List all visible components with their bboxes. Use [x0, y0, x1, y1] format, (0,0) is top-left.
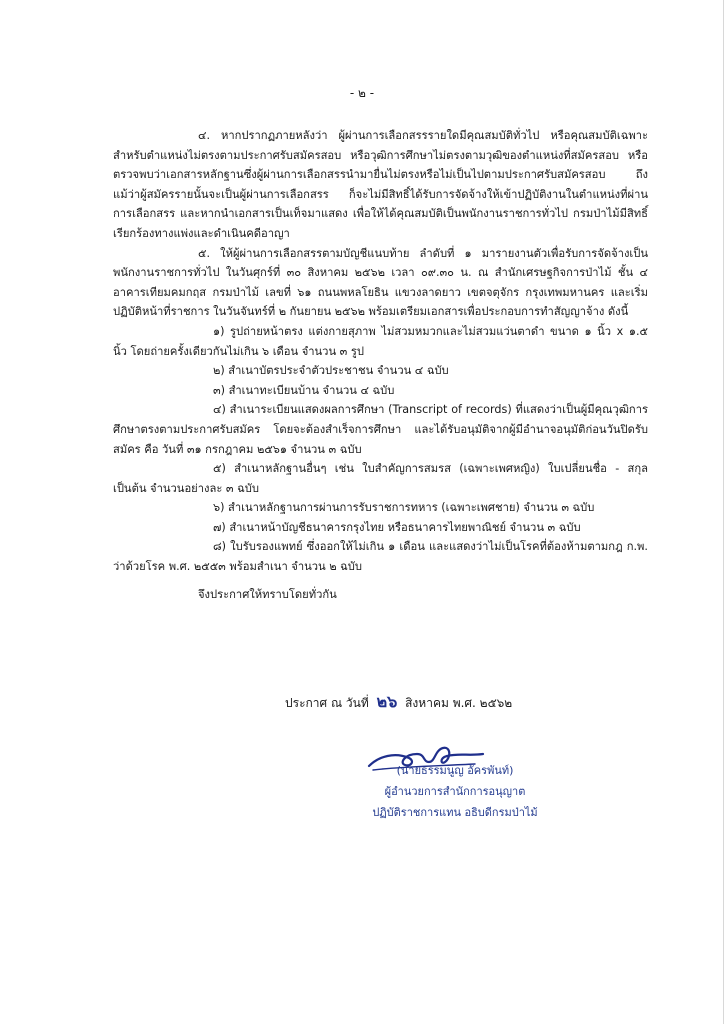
document-item-3: ๓) สำเนาทะเบียนบ้าน จำนวน ๔ ฉบับ: [213, 383, 395, 397]
signatory-position: ผู้อำนวยการสำนักการอนุญาต: [384, 785, 526, 798]
announcement-day: ๒๖: [376, 692, 398, 711]
paragraph-5: ๕. ให้ผู้ผ่านการเลือกสรรตามบัญชีแนบท้าย ลำดับที่ ๑ มารายงานตัวเพื่อรับการจัดจ้างเป็นพนักงานราชการทั่วไป ในวันศุกร์ที่ ๓๐ สิงหาคม ๒๕๖๒ เวลา ๐๙.๓๐ น. ณ สำนักเศรษฐกิจการป่าไม้ ชั้น ๔ อาคารเทียมคมกฤส กรมป่าไม้ เลขที่ ๖๑ ถนนพหลโยธิน แขวงลาดยาว เขตจตุจักร กรุงเทพมหานคร และเริ่มปฏิบัติหน้าที่ราชการ ในวันจันทร์ที่ ๒ กันยายน ๒๕๖๒ พร้อมเตรียมเอกสารเพื่อประกอบการทำสัญญาจ้าง ดังนี้: [113, 246, 648, 319]
document-item-4: ๔) สำเนาระเบียนแสดงผลการศึกษา (Transcript of records) ที่แสดงว่าเป็นผู้มีคุณวุฒิการศึกษาตรงตามประกาศรับสมัคร โดยจะต้องสำเร็จการศึกษา และได้รับอนุมัติจากผู้มีอำนาจอนุมัติก่อนวันปิดรับสมัคร คือ วันที่ ๓๑ กรกฎาคม ๒๕๖๑ จำนวน ๓ ฉบับ: [113, 403, 648, 456]
document-item-2: ๒) สำเนาบัตรประจำตัวประชาชน จำนวน ๔ ฉบับ: [213, 364, 449, 378]
closing-line: จึงประกาศให้ทราบโดยทั่วกัน: [198, 587, 337, 601]
signatory-acting: ปฏิบัติราชการแทน อธิบดีกรมป่าไม้: [372, 806, 538, 819]
signatory-name: (นายธรรมนูญ อัครพันท์): [396, 764, 514, 777]
document-item-1: ๑) รูปถ่ายหน้าตรง แต่งกายสุภาพ ไม่สวมหมวกและไม่สวมแว่นตาดำ ขนาด ๑ นิ้ว x ๑.๕ นิ้ว โดยถ่ายครั้งเดียวกันไม่เกิน ๖ เดือน จำนวน ๓ รูป: [113, 324, 648, 358]
signature-block: [355, 760, 555, 823]
document-item-6: ๖) สำเนาหลักฐานการผ่านการรับราชการทหาร (เฉพาะเพศชาย) จำนวน ๓ ฉบับ: [213, 501, 595, 515]
announcement-date: [285, 690, 512, 715]
page-number: - ๒ -: [349, 86, 375, 100]
announcement-suffix: สิงหาคม พ.ศ. ๒๕๖๒: [405, 696, 513, 710]
document-item-7: ๗) สำเนาหน้าบัญชีธนาคารกรุงไทย หรือธนาคารไทยพาณิชย์ จำนวน ๓ ฉบับ: [213, 520, 581, 534]
document-body: [113, 126, 648, 604]
paragraph-4: ๔. หากปรากฏภายหลังว่า ผู้ผ่านการเลือกสรรรายใดมีคุณสมบัติทั่วไป หรือคุณสมบัติเฉพาะสำหรับตำแหน่งไม่ตรงตามประกาศรับสมัครสอบ หรือวุฒิการศึกษาไม่ตรงตามวุฒิของตำแหน่งที่สมัครสอบ หรือตรวจพบว่าเอกสารหลักฐานซึ่งผู้ผ่านการเลือกสรรนำมายื่นไม่ตรงหรือไม่เป็นไปตามประกาศรับสมัครสอบ ถึงแม้ว่าผู้สมัครรายนั้นจะเป็นผู้ผ่านการเลือกสรร ก็จะไม่มีสิทธิ์ได้รับการจัดจ้างให้เข้าปฏิบัติงานในตำแหน่งที่ผ่านการเลือกสรร และหากนำเอกสารเป็นเท็จมาแสดง เพื่อให้ได้คุณสมบัติเป็นพนักงานราชการทั่วไป กรมป่าไม้มีสิทธิ์เรียกร้องทางแพ่งและดำเนินคดีอาญา: [113, 129, 648, 240]
announcement-prefix: ประกาศ ณ วันที่: [285, 696, 369, 710]
document-item-5: ๕) สำเนาหลักฐานอื่นๆ เช่น ใบสำคัญการสมรส (เฉพาะเพศหญิง) ใบเปลี่ยนชื่อ - สกุล เป็นต้น จำนวนอย่างละ ๓ ฉบับ: [113, 462, 648, 495]
document-item-8: ๘) ใบรับรองแพทย์ ซึ่งออกให้ไม่เกิน ๑ เดือน และแสดงว่าไม่เป็นโรคที่ต้องห้ามตามกฎ ก.พ. ว่าด้วยโรค พ.ศ. ๒๕๕๓ พร้อมสำเนา จำนวน ๒ ฉบับ: [113, 540, 648, 574]
